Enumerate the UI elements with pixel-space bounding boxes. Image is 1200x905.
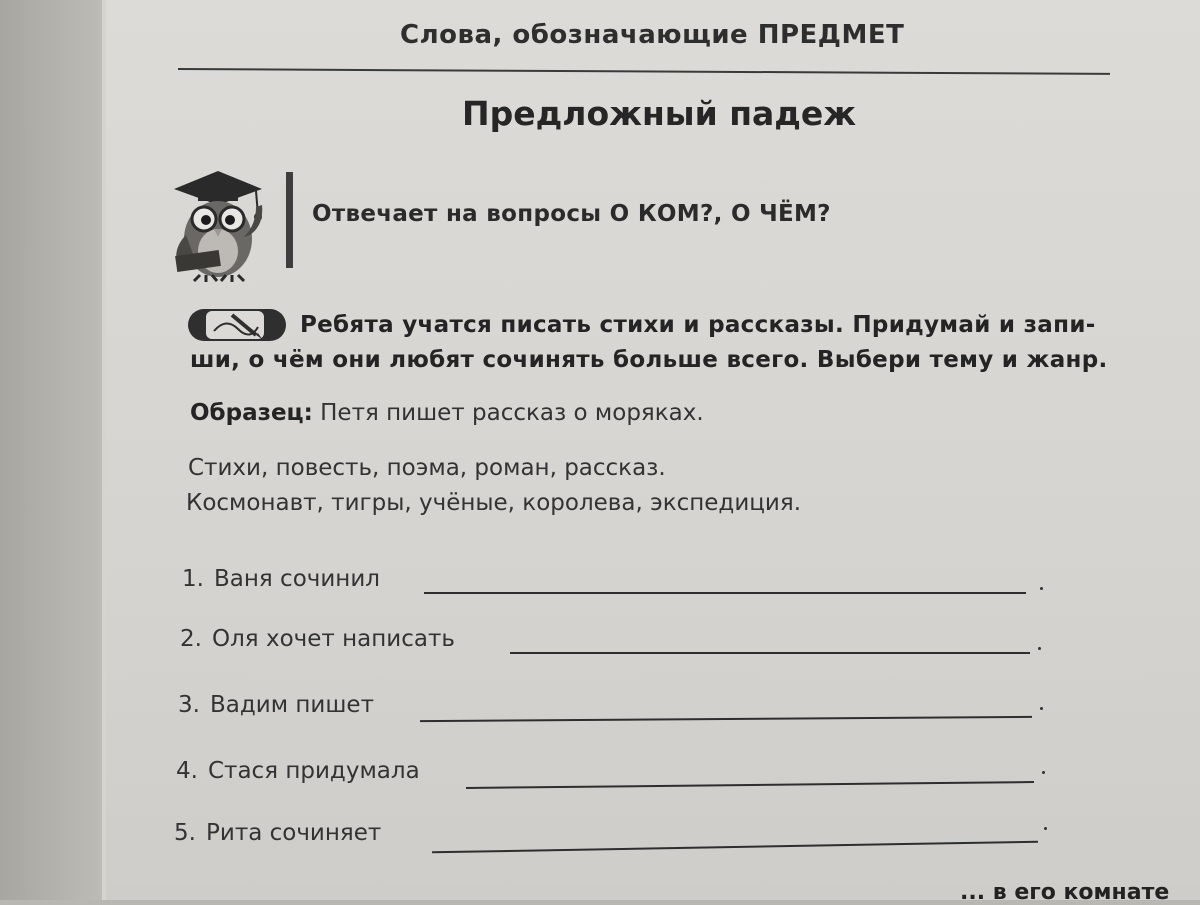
answer-blank-5[interactable]: [432, 841, 1038, 854]
pencil-writing-icon: [186, 305, 288, 345]
answer-item-3: [178, 684, 1048, 724]
item-text: Оля хочет написать: [212, 626, 455, 652]
answer-item-4: [176, 750, 1046, 790]
item-number: 2.: [180, 626, 202, 652]
genres-list: Стихи, повесть, поэма, роман, рассказ.: [188, 455, 666, 481]
answer-blank-4[interactable]: [466, 781, 1034, 789]
answer-blank-1[interactable]: [424, 592, 1026, 594]
example-text: Петя пишет рассказ о моряках.: [320, 400, 704, 426]
item-number: 1.: [182, 566, 204, 592]
subjects-list: Космонавт, тигры, учёные, королева, экспедиция.: [186, 490, 802, 516]
example-sentence: [190, 400, 704, 426]
item-period: [1038, 647, 1041, 650]
item-number: 4.: [176, 758, 198, 784]
task-instruction-line-2: ши, о чём они любят сочинять больше всего. Выбери тему и жанр.: [190, 347, 1108, 373]
section-header: Слова, обозначающие ПРЕДМЕТ: [400, 20, 905, 50]
item-text: Вадим пишет: [210, 692, 374, 718]
item-number: 3.: [178, 692, 200, 718]
topic-title: Предложный падеж: [462, 94, 857, 133]
owl-teacher-icon: [164, 165, 276, 283]
desk-background: [0, 0, 110, 900]
item-period: [1044, 827, 1047, 830]
rule-bar: [286, 172, 293, 268]
example-label: Образец:: [190, 400, 313, 426]
item-text: Стася придумала: [208, 758, 420, 784]
item-number: 5.: [174, 820, 196, 846]
item-text: Рита сочиняет: [206, 820, 382, 846]
item-period: [1040, 587, 1043, 590]
rule-text: Отвечает на вопросы О КОМ?, О ЧЁМ?: [312, 201, 831, 227]
answer-blank-3[interactable]: [420, 716, 1032, 722]
answer-item-5: [174, 812, 1048, 852]
item-period: [1042, 771, 1045, 774]
task-instruction-line-1: Ребята учатся писать стихи и рассказы. Придумай и запи-: [300, 312, 1096, 338]
answer-blank-2[interactable]: [510, 652, 1030, 654]
answer-item-2: [180, 618, 1050, 658]
next-task-fragment: ... в его комнате: [960, 880, 1170, 905]
item-period: [1040, 707, 1043, 710]
answer-item-1: [182, 558, 1052, 598]
item-text: Ваня сочинил: [214, 566, 380, 592]
